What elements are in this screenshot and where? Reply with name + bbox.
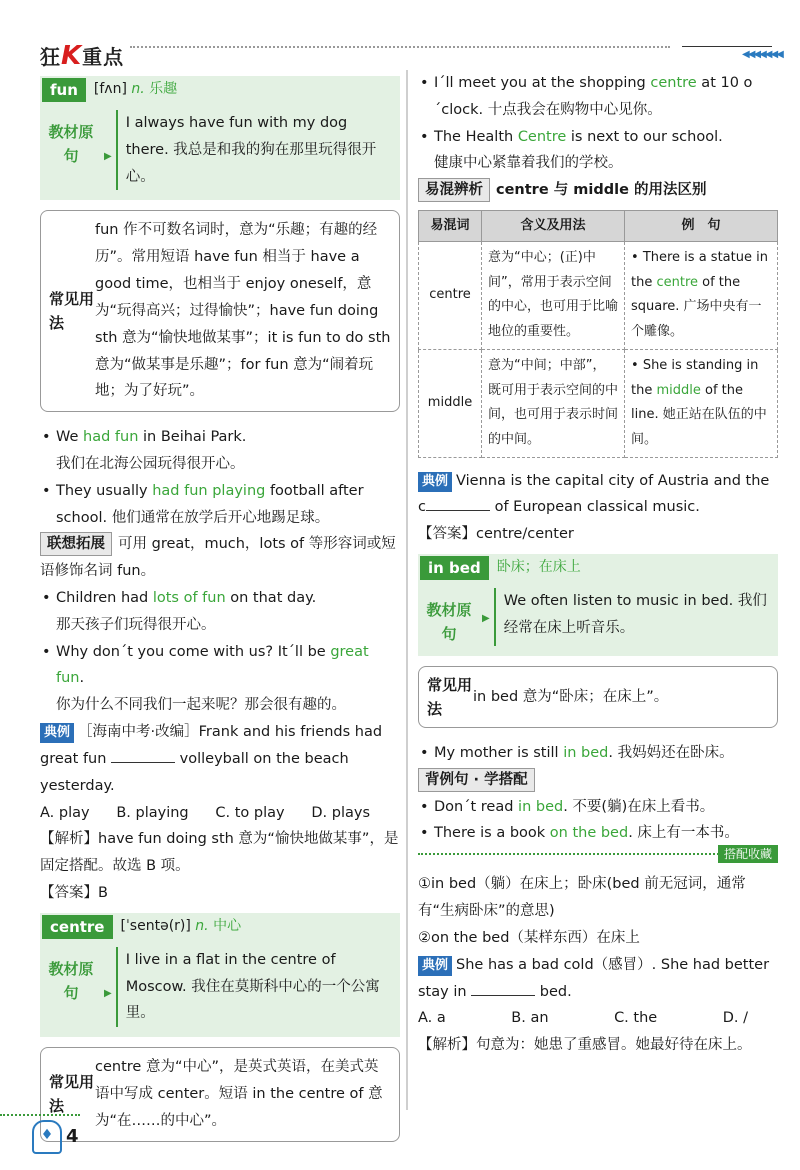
answer-blank[interactable] <box>471 981 535 996</box>
table-cell: centre <box>419 242 482 350</box>
table-cell: • She is standing in the middle of the line. 她正站在队伍的中间。 <box>625 349 778 457</box>
balloon-icon: ♦ <box>32 1120 62 1154</box>
source-label: 教材原句 <box>48 959 94 1002</box>
answer-text: 【答案】centre/center <box>418 526 574 543</box>
exercise-question: 典例 ［海南中考·改编］Frank and his friends had great fun volleyball on the beach yesterday. <box>40 724 383 794</box>
answer-options <box>418 1005 748 1032</box>
source-text: I always have fun with my dog there. 我总是和我的狗在那里玩得很开心。 <box>116 110 394 190</box>
phonetic: [fʌn] n. 乐趣 <box>93 81 178 98</box>
usage-box <box>40 210 400 412</box>
usage-box <box>418 666 778 728</box>
answer-blank[interactable] <box>426 496 490 511</box>
exercise-question: 典例 She has a bad cold（感冒）. She had better stay in bed. <box>418 956 770 1000</box>
table-row <box>419 242 778 350</box>
usage-text: centre 意为“中心”，是英式英语，在美式英语中写成 center。短语 in the centre of 意为“在……的中心”。 <box>95 1059 383 1129</box>
source-text: I live in a flat in the centre of Moscow. 我住在莫斯科中心的一个公寓里。 <box>116 947 394 1027</box>
example-translation: 你为什么不同我们一起来呢？那会很有趣的。 <box>56 697 346 714</box>
example-sentence: • The Health Centre is next to our school. <box>418 124 778 151</box>
example-sentence: • We had fun in Beihai Park. <box>40 424 400 451</box>
column-divider <box>406 70 408 1110</box>
option-c[interactable]: C. to play <box>215 804 285 821</box>
textbook-sentence <box>40 941 400 1037</box>
usage-text: in bed 意为“卧床；在床上”。 <box>473 688 669 705</box>
header-divider <box>130 46 670 48</box>
comparison-table <box>418 210 778 458</box>
usage-box <box>40 1047 400 1141</box>
column-header: 易混词 <box>419 211 482 242</box>
phonetic: [ˈsentə(r)] n. 中心 <box>120 917 242 934</box>
collocation-note: ②on the bed（某样东西）在床上 <box>418 929 640 946</box>
example-translation: 我们在北海公园玩得很开心。 <box>56 455 245 472</box>
headword: centre <box>42 915 113 939</box>
recite-heading <box>418 767 778 794</box>
extension-tag: 联想拓展 <box>40 532 112 556</box>
footer-divider <box>0 1114 80 1116</box>
example-sentence: • There is a book on the bed. 床上有一本书。 <box>418 820 778 847</box>
page-number: 4 <box>66 1126 79 1148</box>
meaning: 卧床；在床上 <box>496 559 581 576</box>
arrows-icon: ◀◀◀◀◀◀◀ <box>742 49 782 60</box>
example-tag: 典例 <box>418 472 452 492</box>
example-translation: 健康中心紧靠着我们的学校。 <box>434 155 623 172</box>
entry-header-in-bed <box>418 554 778 582</box>
source-label: 教材原句 <box>426 601 472 643</box>
right-column <box>418 70 778 1059</box>
entry-header-fun <box>40 76 400 104</box>
usage-label: 常见用法 <box>49 1073 95 1116</box>
option-b[interactable]: B. playing <box>116 804 189 821</box>
example-sentence: • Don´t read in bed. 不要(躺)在床上看书。 <box>418 794 778 821</box>
headword: fun <box>42 78 86 102</box>
extension-note: 联想拓展 可用 great，much，lots of 等形容词或短语修饰名词 fun。 <box>40 531 400 585</box>
left-column <box>40 70 400 1154</box>
collocation-note: ①in bed（躺）在床上；卧床(bed 前无冠词，通常有“生病卧床”的意思) <box>418 876 746 920</box>
table-header-row <box>419 211 778 242</box>
page-header <box>0 0 800 71</box>
option-b[interactable]: B. an <box>511 1010 549 1027</box>
table-cell: 意为“中心；(正)中间”，常用于表示空间的中心，也可用于比喻地位的重要性。 <box>482 242 625 350</box>
answer-blank[interactable] <box>111 748 175 763</box>
table-cell: 意为“中间；中部”，既可用于表示空间的中间，也可用于表示时间的中间。 <box>482 349 625 457</box>
option-d[interactable]: D. plays <box>311 804 370 821</box>
analysis-text: 【解析】句意为：她患了重感冒。她最好待在床上。 <box>418 1037 752 1054</box>
option-a[interactable]: A. play <box>40 804 90 821</box>
table-row <box>419 349 778 457</box>
triangle-icon: ▶ <box>482 613 490 624</box>
table-cell: • There is a statue in the centre of the square. 广场中央有一个雕像。 <box>625 242 778 350</box>
example-sentence: • They usually had fun playing football after school. 他们通常在放学后开心地踢足球。 <box>40 478 400 532</box>
answer-options <box>40 800 370 827</box>
usage-label: 常见用法 <box>427 676 473 718</box>
option-d[interactable]: D. / <box>722 1010 748 1027</box>
table-cell: middle <box>419 349 482 457</box>
option-a[interactable]: A. a <box>418 1010 446 1027</box>
source-label: 教材原句 <box>48 123 94 165</box>
triangle-icon: ▶ <box>104 151 112 162</box>
exercise-question: 典例 Vienna is the capital city of Austria and the c of European classical music. <box>418 472 770 516</box>
usage-label: 常见用法 <box>49 290 95 333</box>
comparison-title: 易混辨析 centre 与 middle 的用法区别 <box>418 177 778 204</box>
textbook-sentence <box>418 582 778 656</box>
example-translation: 那天孩子们玩得很开心。 <box>56 616 216 633</box>
comparison-tag: 易混辨析 <box>418 178 490 202</box>
example-tag: 典例 <box>418 956 452 976</box>
triangle-icon: ▶ <box>104 987 112 999</box>
brand-logo: 狂K重点 <box>40 41 125 71</box>
example-sentence: • Children had lots of fun on that day. <box>40 585 400 612</box>
example-sentence: • Why don´t you come with us? It´ll be great fun. <box>40 639 400 693</box>
example-sentence: • My mother is still in bed. 我妈妈还在卧床。 <box>418 740 778 767</box>
example-tag: 典例 <box>40 723 74 743</box>
answer-text: 【答案】B <box>40 884 108 901</box>
headword: in bed <box>420 556 489 580</box>
recite-tag: 背例句 · 学搭配 <box>418 768 535 792</box>
option-c[interactable]: C. the <box>614 1010 658 1027</box>
collect-tag: 搭配收藏 <box>718 845 778 863</box>
source-text: We often listen to music in bed. 我们经常在床上听音乐。 <box>494 588 772 646</box>
column-header: 例 句 <box>625 211 778 242</box>
page-footer <box>32 1120 79 1154</box>
usage-text: fun 作不可数名词时，意为“乐趣；有趣的经历”。常用短语 have fun 相当于 have a good time，也相当于 enjoy oneself，意为“玩得高兴；过得愉快”；have fun doing sth 意为“愉快地做某事”；it is fun to do sth 意为“做某事是乐趣”；for fun 意为“闹着玩地；为了好玩”。 <box>95 222 391 400</box>
example-sentence: • I´ll meet you at the shopping centre at 10 o´clock. 十点我会在购物中心见你。 <box>418 70 778 124</box>
collect-divider <box>418 847 778 867</box>
textbook-sentence <box>40 104 400 200</box>
entry-header-centre <box>40 913 400 941</box>
analysis-text: 【解析】have fun doing sth 意为“愉快地做某事”，是固定搭配。故选 B 项。 <box>40 831 399 875</box>
column-header: 含义及用法 <box>482 211 625 242</box>
